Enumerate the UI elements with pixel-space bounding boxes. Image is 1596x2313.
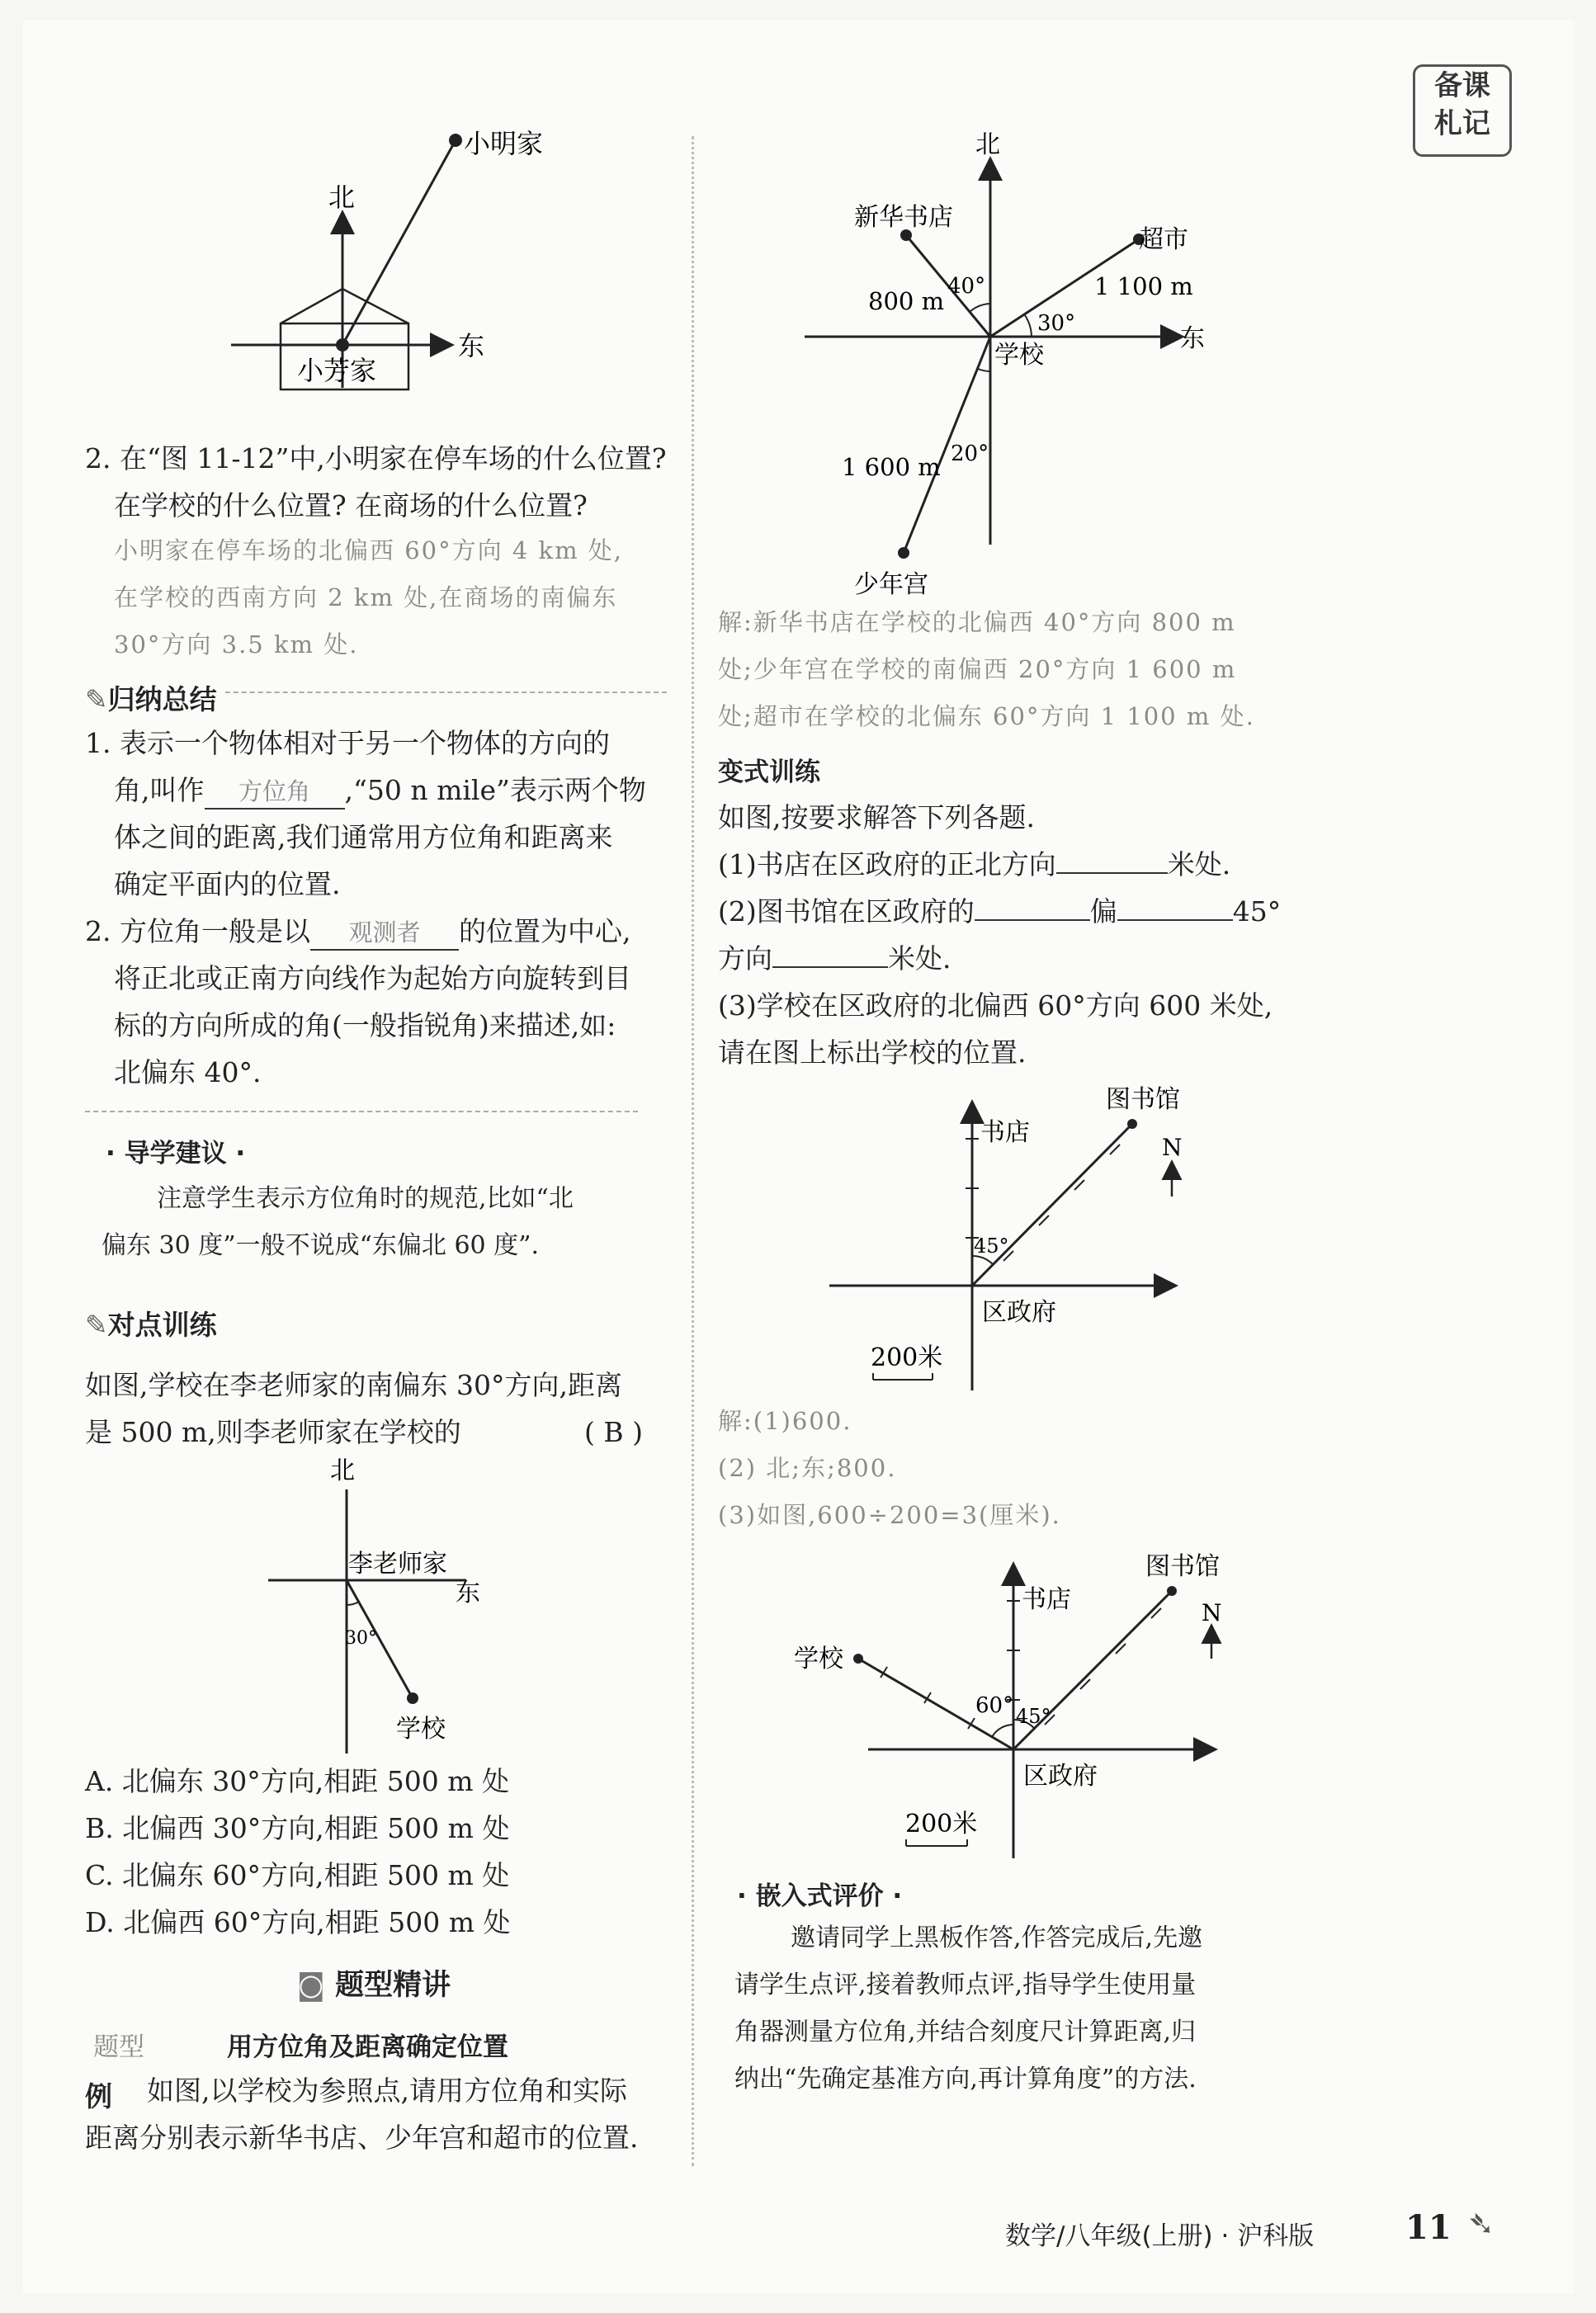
school-point [407,1692,418,1704]
youth-point [898,547,909,559]
summary-text: ,“50 n mile”表示两个物 [344,774,646,806]
angle-label: 20° [951,441,989,466]
library-point [1167,1586,1177,1596]
variant-line [718,888,1281,935]
summary-text: 的位置为中心, [458,915,631,947]
summary-blank-answer: 方位角 [205,775,345,810]
pencil-icon: ✎ [85,683,108,715]
distance-label: 1 600 m [842,453,941,481]
house-roof [281,289,408,323]
scale-label: 200米 [871,1343,943,1372]
answer-blank [1056,872,1168,874]
summary-line: 1. 表示一个物体相对于另一个物体的方向的 [85,727,610,759]
guide-line: 偏东 30 度”一般不说成“东偏北 60 度”. [102,1231,540,1260]
angle-arc [978,369,990,371]
angle-label: 40° [947,274,986,299]
distance-label: 1 100 m [1094,272,1193,300]
notes-badge [1413,64,1512,157]
angle-label: 45° [974,1234,1009,1258]
variant-line [718,935,951,982]
youth-label: 少年宫 [854,570,928,599]
gov-label: 区政府 [1023,1762,1098,1791]
xiaofang-label: 小芳家 [297,355,377,386]
variant-line [718,841,1230,888]
practice-answer: ( B ) [584,1416,643,1448]
east-label: 东 [458,330,485,361]
school-label: 学校 [396,1715,446,1744]
option-d: D. 北偏西 60°方向,相距 500 m 处 [85,1906,511,1938]
angle-arc [1025,315,1032,337]
angle-label: 60° [975,1693,1014,1718]
scale-label: 200米 [905,1810,978,1839]
figure-teacher-home [264,1452,536,1758]
embedded-line: 角器测量方位角,并结合刻度尺计算距离,归 [734,2018,1197,2046]
variant-line: 请在图上标出学校的位置. [718,1036,1027,1069]
answer-blank [772,966,888,968]
north-label: 北 [975,130,1000,159]
embedded-line: 邀请同学上黑板作答,作答完成后,先邀 [791,1924,1203,1952]
library-point [1127,1119,1137,1129]
library-label: 图书馆 [1106,1085,1180,1114]
summary-line: 将正北或正南方向线作为起始方向旋转到目 [114,962,631,994]
n-label: N [1162,1134,1183,1161]
xiaoming-label: 小明家 [464,128,544,159]
variant-solution-line: (3)如图,600÷200=3(厘米). [718,1501,1061,1529]
question-2-answer: 30°方向 3.5 km 处. [114,630,359,658]
angle-arc [970,304,990,312]
embedded-line: 请学生点评,接着教师点评,指导学生使用量 [734,1971,1197,1999]
home-label: 李老师家 [348,1550,447,1579]
library-label: 图书馆 [1145,1552,1220,1581]
n-label: N [1202,1599,1222,1626]
origin-point [336,338,349,352]
east-label: 东 [456,1579,480,1607]
variant-solution-line: 解:(1)600. [718,1407,852,1435]
summary-text: 2. 方位角一般是以 [85,915,310,947]
variant-text: (1)书店在区政府的正北方向 [718,848,1056,880]
answer-blank [1117,919,1233,921]
bookstore-label: 新华书店 [854,203,953,232]
figure-school-compass [792,124,1230,602]
types-heading [297,1962,451,2004]
summary-line: 确定平面内的位置. [114,868,341,900]
north-label: 北 [328,182,356,213]
badge-line: 备课 [1434,69,1490,102]
variant-text: (2)图书馆在区政府的 [718,895,975,928]
variant-line: 如图,按要求解答下列各题. [718,801,1035,833]
figure-xiaofang-xiaoming [223,124,544,404]
summary-title: 归纳总结 [107,683,217,715]
solution-line: 处;超市在学校的北偏东 60°方向 1 100 m 处. [718,702,1255,730]
type-label: 题型 [93,2032,144,2062]
summary-blank-answer: 观测者 [310,916,459,951]
north-label: 北 [330,1456,355,1485]
guide-title: · 导学建议 · [106,1139,246,1168]
variant-solution-line: (2) 北;东;800. [718,1454,897,1482]
option-b: B. 北偏西 30°方向,相距 500 m 处 [85,1812,510,1844]
angle-label: 45° [1016,1705,1051,1728]
variant-text: 45° [1232,895,1282,928]
variant-text: 偏 [1089,895,1117,928]
pencil-icon: ✎ [85,1309,108,1341]
question-2-line: 2. 在“图 11-12”中,小明家在停车场的什么位置? [85,442,667,474]
embedded-line: 纳出“先确定基准方向,再计算角度”的方法. [734,2065,1197,2094]
summary-heading [85,678,225,717]
shop-label: 书店 [1022,1585,1071,1614]
summary-bottom-border [85,1111,638,1112]
question-2-answer: 小明家在停车场的北偏西 60°方向 4 km 处, [114,536,624,564]
school-point [853,1654,863,1664]
angle-label: 30° [1037,311,1076,336]
example-label: 例 [85,2080,112,2112]
section-icon: ◙ [297,1969,325,2002]
summary-line [114,767,646,814]
column-divider [692,136,694,2166]
angle-arc [347,1602,359,1605]
example-line: 如图,以学校为参照点,请用方位角和实际 [147,2075,627,2107]
figure-answer [784,1535,1238,1865]
direction-line [342,140,456,345]
option-a: A. 北偏东 30°方向,相距 500 m 处 [85,1765,510,1797]
angle-label: 30° [345,1628,377,1649]
summary-line [85,908,630,955]
angle-arc [992,1725,1013,1737]
practice-heading [85,1304,217,1343]
xiaoming-point [449,134,462,147]
answer-blank [975,919,1090,921]
types-title: 题型精讲 [335,1969,451,2002]
option-c: C. 北偏东 60°方向,相距 500 m 处 [85,1859,510,1891]
figure-district-gov [825,1073,1205,1403]
variant-title: 变式训练 [718,758,820,787]
school-label: 学校 [994,341,1044,370]
market-label: 超市 [1139,225,1188,254]
practice-line: 是 500 m,则李老师家在学校的 [85,1416,461,1448]
embedded-title: · 嵌入式评价 · [737,1881,903,1911]
question-2-line: 在学校的什么位置? 在商场的什么位置? [114,489,588,522]
gov-label: 区政府 [982,1298,1056,1327]
variant-line: (3)学校在区政府的北偏西 60°方向 600 米处, [718,989,1273,1022]
practice-line: 如图,学校在李老师家的南偏东 30°方向,距离 [85,1369,622,1401]
variant-text: 方向 [718,942,772,975]
variant-text: 米处. [1167,848,1231,880]
guide-line: 注意学生表示方位角时的规范,比如“北 [157,1184,574,1213]
variant-text: 米处. [888,942,951,975]
question-2-answer: 在学校的西南方向 2 km 处,在商场的南偏东 [114,583,618,611]
summary-line: 北偏东 40°. [114,1056,262,1088]
summary-line: 体之间的距离,我们通常用方位角和距离来 [114,821,613,853]
type-title: 用方位角及距离确定位置 [227,2032,508,2062]
library-line [972,1124,1132,1286]
practice-title: 对点训练 [107,1309,217,1341]
page-number: 11 [1405,2208,1452,2247]
solution-line: 处;少年宫在学校的南偏西 20°方向 1 600 m [718,655,1237,683]
summary-text: 角,叫作 [114,774,205,806]
shop-label: 书店 [980,1118,1030,1147]
solution-line: 解:新华书店在学校的北偏西 40°方向 800 m [718,608,1236,636]
footer-title: 数学/八年级(上册) · 沪科版 [1005,2221,1315,2251]
distance-label: 800 m [868,287,945,315]
example-line: 距离分别表示新华书店、少年宫和超市的位置. [85,2122,639,2154]
school-label: 学校 [794,1645,843,1673]
east-label: 东 [1180,324,1205,353]
corner-arrow-icon: ➴ [1467,2205,1495,2243]
badge-line: 札记 [1434,107,1490,140]
summary-line: 标的方向所成的角(一般指锐角)来描述,如: [114,1009,616,1041]
